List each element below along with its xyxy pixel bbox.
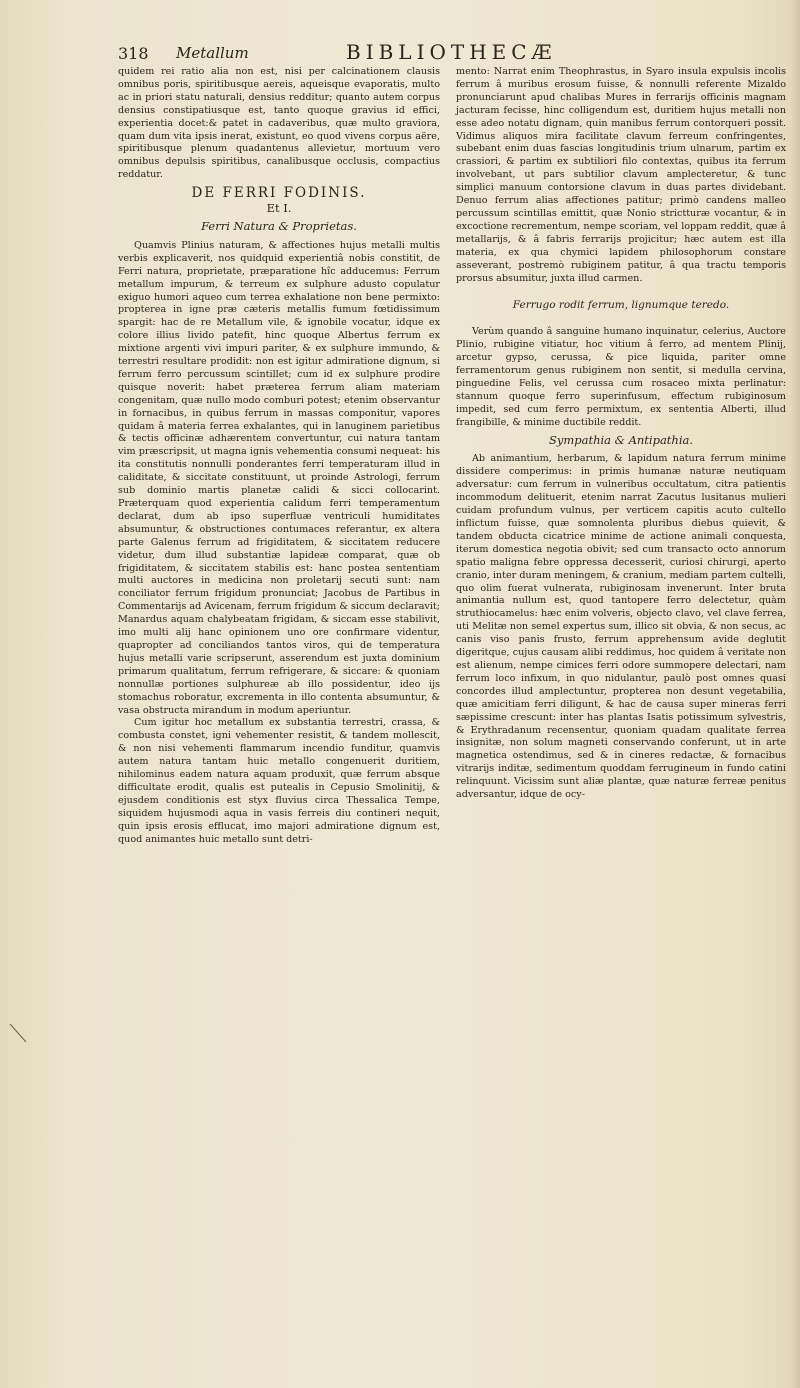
right-column xyxy=(456,66,786,802)
margin-pencil-mark xyxy=(8,1022,28,1044)
paragraph: Verùm quando â sanguine humano inquinatur, celerius, Auctore Plinio, rubigine vitiatur, hoc vitium â ferro, ad mentem Plinij, arcetur gypso, cerussa, & pice liquida, pariter omne ferramentorum genus rubiginem non sentit, si medulla cervina, pinguedine Felis, vel cerussa cum rosaceo mixta perlinatur: stannum quoque ferro superinfusum, effectum rubiginosum impedit, sed cum ferro permixtum, ex sententia Alberti, illud frangibille, & minime ductibile reddit. xyxy=(456,326,786,428)
page-edge-shadow xyxy=(790,0,800,1388)
paragraph: mento: Narrat enim Theophrastus, in Syaro insula expulsis incolis ferrum â muribus erosum fuisse, & nonnulli referente Mizaldo pronunciarunt apud chalibas Mures in ferrarijs officinis magnam jacturam fecisse, hinc colligendum est, duritiem hujus metalli non esse adeo notatu dignam, quin manibus ferrum contorqueri possit. Vidimus aliquos mira facilitate clavum ferreum confringentes, subebant enim duas fascias longitudinis trium ulnarum, partim ex crassiori, & partim ex subtiliori filo contextas, quibus ita ferrum involvebant, ut pars subtilior clavum amplecteretur, & tunc simplici manuum contorsione clavum in duas partes dividebant. Denuo ferrum alias affectiones patitur; primò candens malleo percussum scintillas emittit, quæ Nonio strictturæ vocantur, & in excoctione recrementum, nempe scoriam, vel loppam reddit, quæ â metallarijs, & â fabris ferrarijs projicitur; hæc autem est illa materia, ex qua chymici lapidem philosophorum constare asseverant, postremò rubiginem patitur, â qua tractu temporis prorsus absumitur, juxta illud carmen. xyxy=(456,66,786,284)
running-title-caps: BIBLIOTHECÆ xyxy=(346,40,557,64)
paragraph: Quamvis Plinius naturam, & affectiones hujus metalli multis verbis explicaverit, nos quidquid experientiâ nobis constitit, de Ferri natura, proprietate, præparatione hîc adducemus: Ferrum metallum impurum, & terreum ex sulphure adusto copulatur exiguo humori aqueo cum terrea exhalatione non bene permixto: propterea in igne præ cæteris metallis fumum fœtidissimum spargit: hac de re Metallum vile, & ignobile vocatur, idque ex colore illius livido patefit, hinc quoque Albertus ferrum ex mixtione argenti vivi impuri pariter, & ex sulphure immundo, & terrestri resultare prodidit: non est igitur admiratione dignum, si ferrum ferro percussum scintillet; cum id ex sulphure prodire quisque noverit: habet præterea ferrum aliam materiam congenitam, quæ nullo modo comburi potest; etenim observantur in fornacibus, in quibus ferrum in massas componitur, vapores quidam â materia ferrea exhalantes, qui in lanuginem parietibus & tectis officinæ adhærentem convertuntur, cui natura tantam vim præscripsit, ut magna ignis vehementia consumi nequeat: his ita constitutis nonnulli ponderantes ferri temperaturam illud in caliditate, & siccitate constituunt, ut proinde Astrologi, ferrum sub dominio martis planetæ calidi & sicci collocarint. Præterquam quod experientia calidum ferri temperamentum declarat, dum ab ipso superfluæ ventriculi humiditates absumuntur, & obstructiones contumaces referantur, ex altera parte Galenus ferrum ad frigiditatem, & siccitatem reducere videtur, dum illud substantiæ lapideæ comparat, quæ ob frigiditatem, & siccitatem stabilis est: hanc postea sententiam multi auctores in medicina non proletarij secuti sunt: nam conciliator ferrum frigidum pronunciat; Jacobus de Partibus in Commentarijs ad Avicenam, ferrum frigidum & siccum declaravit; Manardus aquam chalybeatam frigidam, & siccam esse stabilivit, imo multi alij hanc opinionem uno ore confirmare videntur, quapropter ad conciliandos tantos viros, qui de temperatura hujus metalli varie scripserunt, asserendum est juxta dominium primarum qualitatum, ferrum refrigerare, & siccare: & quoniam nonnullæ portiones sulphureæ ab illo possidentur, ideo ijs stomachus roboratur, excrementa in illo contenta absumuntur, & vasa obstructa mirandum in modum aperiuntur. xyxy=(118,239,440,716)
paragraph: Ab animantium, herbarum, & lapidum natura ferrum minime dissidere comperimus: in primis humanæ naturæ neutiquam adversatur: cum ferrum in vulneribus occultatum, citra patientis incommodum delituerit, etenim narrat Zacutus lusitanus mulieri cuidam profundum vulnus, per verticem capitis acuto cultello inflictum fuisse, quæ somnolenta pluribus diebus quievit, & tandem obducta cicatrice minime de actione animali conquesta, iterum domestica negotia obivit; sed cum transacto octo annorum spatio maligna febre oppressa decesserit, curiosi chirurgi, aperto cranio, inter duram meningem, & cranium, mediam partem cultelli, quo olim fuerat vulnerata, rubiginosam invenerunt. Inter bruta animantia nullum est, quod tantopere ferro delectetur, quàm struthiocamelus: hæc enim volveris, objecto clavo, vel clave ferrea, uti Melitæ non semel expertus sum, illico sit obvia, & non secus, ac canis viso panis frusto, ferrum apprehensum avide deglutit digeritque, cujus causam alibi reddimus, hoc quidem â veritate non est alienum, nempe cimices ferri odore summopere delectari, nam ferrum loco infixum, in quo nidulantur, paulò post omnes quasi concordes illud amplectuntur, propterea non desunt vegetabilia, quæ amicitiam ferri diligunt, & hac de causa super mineras ferri sæpissime crescunt: inter has plantas Isatis potissimum sylvestris, & Erythradanum recensentur, quoniam quadam qualitate ferrea insignitæ, non solum magneti conservando conferunt, ut in arte magnetica ostendimus, sed & in cineres redactæ, & fornacibus vitrarijs inditæ, sedimentum quoddam ferrugineum in fundo catini relinquunt. Vicissim sunt aliæ plantæ, quæ naturæ ferreæ penitus adversantur, idque de ocy- xyxy=(456,453,786,801)
page-number: 318 xyxy=(118,44,149,63)
left-column xyxy=(118,66,440,846)
running-title-italic: Metallum xyxy=(176,44,249,62)
paragraph: Cum igitur hoc metallum ex substantia terrestri, crassa, & combusta constet, igni vehementer resistit, & tandem mollescit, & non nisi vehementi flammarum incendio funditur, quamvis autem natura tantam huic metallo congenuerit duritiem, nihilominus eadem natura aquam produxit, quæ ferrum absque difficultate erodit, qualis est putealis in Cepusio Smolinitij, & ejusdem conditionis est styx fluvius circa Thessalica Tempe, siquidem hujusmodi aqua in vasis ferreis diu contineri nequit, quin ipsis erosis efflucat, imo majori admiratione dignum est, quod animantes huic metallo sunt detri- xyxy=(118,717,440,845)
paragraph: quidem rei ratio alia non est, nisi per calcinationem clausis omnibus poris, spiritibusque aereis, aqueisque evaporatis, multo ac in priori statu naturali, densius redditur; quanto autem corpus densius constipatiusque est, tanto quoque gravius id effici, experientia docet:& patet in cadaveribus, quæ multo graviora, quam dum vita ipsis inerat, existunt, eo quod vivens corpus aëre, spiritibusque plenum quadantenus allevietur, mortuum vero omnibus depulsis spiritibus, canalibusque occlusis, compactius reddatur. xyxy=(118,66,440,181)
article-heading: Et I. xyxy=(266,201,292,216)
topic-heading: Sympathia & Antipathia. xyxy=(548,432,694,447)
section-heading: DE FERRI FODINIS. xyxy=(191,185,367,202)
verse-quote: Ferrugo rodit ferrum, lignumque teredo. xyxy=(512,299,730,312)
topic-heading: Ferri Natura & Proprietas. xyxy=(201,218,357,233)
